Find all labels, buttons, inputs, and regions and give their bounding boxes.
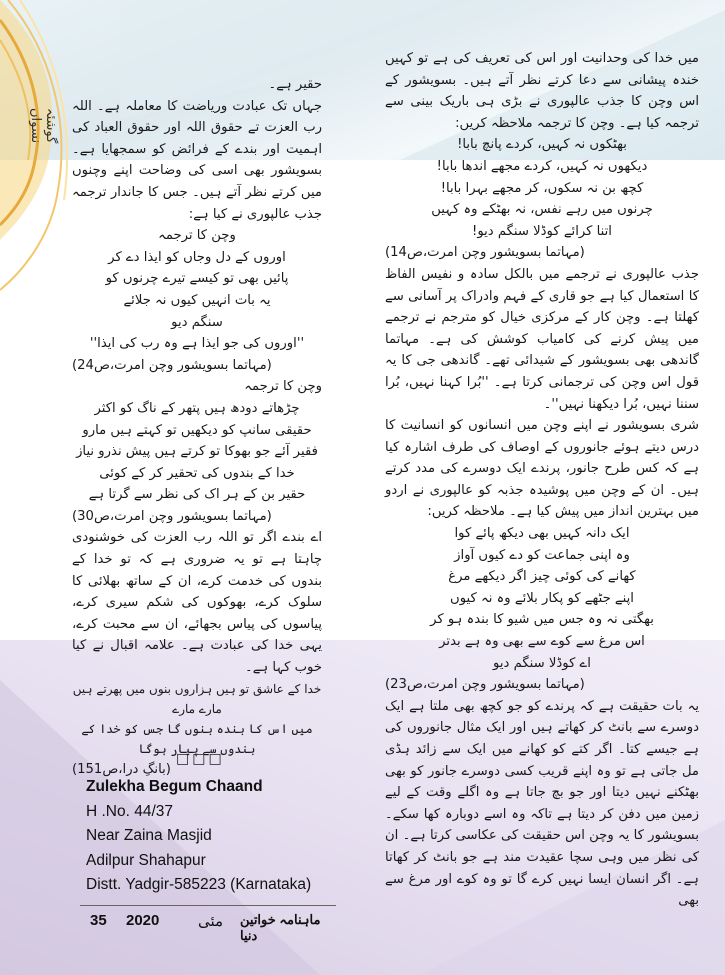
paragraph: حقیر ہے۔ [268,77,322,92]
verse-line: بھگتی نہ وہ جس میں شیو کا بندہ ہو کر [430,612,654,628]
page-footer [80,912,336,943]
verse-line: ''اوروں کی جو ایذا ہے وہ رب کی ایذا'' [89,336,305,352]
page-number: 35 [90,912,107,929]
verse-line: دیکھوں نہ کہیں، کردے مجھے اندھا بابا! [436,158,648,174]
verse-line: پائیں بھی تو کیسے تیرے چرنوں کو [105,271,289,287]
verse-line: ایک دانہ کہیں بھی دیکھ پائے کوا [454,526,630,542]
verse-line: حقیر بن کے ہر اک کی نظر سے گرتا ہے [88,487,306,503]
paragraph: شری بسویشور نے اپنے وچن میں انسانوں کو انسانیت کا درس دیتے ہوئے جانوروں کے اوصاف کی طرف اشارہ کیا ہے کہ کس طرح جانور، پرندے ایک دوسرے کی مدد کرتے ہیں۔ ان کے وچن میں پوشیدہ جذبہ کو عالپوری نے اردو میں بہترین انداز میں پیش کیا ہے۔ ملاحظہ کریں: [385,418,699,520]
verse-line: اپنے جٹھے کو پکار بلائے وہ نہ کیوں [450,590,634,606]
verse-line: کھانے کی کوئی چیز اگر دیکھے مرغ [448,569,636,585]
paragraph: یہ بات حقیقت ہے کہ پرندے کو جو کچھ بھی ملتا ہے ایک دوسرے سے بانٹ کر کھاتے ہیں اور ایک مثال جانوروں کی ہے جیسے کتا۔ اگر کتے کو کھانے میں ایک سے زائد ہڈی مل جاتی ہے تو وہ اپنے قریب کسی دوسرے جانور کو بھی بھٹکنے نہیں دیتا اور جو بچ جاتا ہے وہ اگلے وقت کے لیے زمین میں دفن کر دیتا ہے تاکہ وہ اسے دوبارہ کھا سکے۔ بسویشور کا یہ وچن اس حقیقت کی عکاسی کرتا ہے۔ ان کی نظر میں وہی سچا عقیدت مند ہے جو بانٹ کر کھاتا ہے۔ اگر انسان ایسا نہیں کرے گا تو وہ کوے اور مرغ سے بھی [385,698,699,909]
iqbal-verse-line: خدا کے عاشق تو ہیں ہزاروں بنوں میں پھرتے ہیں مارے مارے [72,681,322,716]
verse-line: یہ بات انہیں کیوں نہ جلائے [123,292,271,308]
verse-line: اوروں کے دل وجاں کو ایذا دے کر [108,249,286,265]
verse-title: وچن کا ترجمہ [244,379,322,395]
issue-year: 2020 [126,912,160,929]
paragraph: جہاں تک عبادت وریاضت کا معاملہ ہے۔ اللہ رب العزت تے حقوق اللہ اور حقوق العباد کی اہمیت اور بندے کے فرائض کو سمجھایا ہے۔ بسویشور بھی اسی کی وضاحت اپنے وچنوں میں کرتے نظر آتے ہیں۔ جس کا جاندار ترجمہ جذب عالپوری نے کیا ہے: [72,98,322,222]
reference: (مہاتما بسویشور وچن امرت،ص23) [385,677,585,693]
paragraph: میں خدا کی وحدانیت اور اس کی تعریف کی ہے تو کہیں خندہ پیشانی سے دعا کرتے نظر آتے ہیں۔ بسویشور کے اس وچن کا جذب عالپوری نے بڑی ہی باریک بینی سے ترجمہ کیا ہے۔ وچن کا ترجمہ ملاحظہ کریں: [385,51,699,131]
reference: (بانگِ درا،ص151) [72,761,171,777]
address-line: Near Zaina Masjid [86,827,212,845]
paragraph: اے بندے اگر تو اللہ رب العزت کی خوشنودی چاہتا ہے تو یہ ضروری ہے کہ تو خدا کے بندوں کی خدمت کرے، ان کے ساتھ بھلائی کا سلوک کرے، بھوکوں کی شکم سیری کرے، پیاسوں کی پیاس بجھائے، ان سے محبت کرے، یہی خدا کی عبادت ہے۔ علامہ اقبال نے کیا خوب کہا ہے۔ [72,530,322,676]
left-column [72,74,322,780]
address-line: Distt. Yadgir-585223 (Karnataka) [86,876,312,894]
verse-title: وچن کا ترجمہ [158,228,236,244]
author-address [86,775,311,898]
verse-line: کچھ بن نہ سکوں، کر مجھے بہرا بابا! [440,180,644,196]
verse-line: اتنا کرائے کوڈلا سنگم دیو! [472,223,612,239]
verse-line: چڑھاتے دودھ ہیں پتھر کے ناگ کو اکثر [94,400,300,416]
verse-line: وہ اپنی جماعت کو دے کیوں آواز [454,547,630,563]
verse-line: فقیر آئے جو بھوکا تو کرتے ہیں پیش نذرو نیاز [76,444,318,460]
verse-line: چرنوں میں رہے نفس، نہ بھٹکے وہ کہیں [431,202,653,218]
verse-line: حقیقی سانپ کو دیکھیں تو کہتے ہیں مارو [82,422,312,438]
reference: (مہاتما بسویشور وچن امرت،ص24) [72,357,272,373]
verse-line: سنگم دیو [171,314,223,330]
section-label: گوشئہ نسواں [28,108,58,144]
footer-rule [80,905,336,906]
magazine-name: ماہنامہ خواتین دنیا [240,912,321,943]
verse-line: بھٹکوں نہ کہیں، کردے پانچ بابا! [457,137,627,153]
right-column [385,48,699,912]
paragraph: جذب عالپوری نے ترجمے میں بالکل سادہ و نفیس الفاظ کا استعمال کیا ہے جو قاری کے فہم وادراک پر آسانی سے کھلتا ہے۔ وچن کار کے مرکزی خیال کو مترجم نے ترجمے میں پیش کرنے کی کامیاب کوشش کی ہے۔ مہاتما گاندھی بھی بسویشور کے شیدائی تھے۔ گاندھی جی کا یہ قول اس وچن کی ترجمانی کرتا ہے۔ ''بُرا کہنا نہیں، بُرا سننا نہیں، بُرا دیکھنا نہیں''۔ [385,266,699,412]
address-line: Adilpur Shahapur [86,851,206,869]
reference: (مہاتما بسویشور وچن امرت،ص30) [72,508,272,524]
author-name: Zulekha Begum Chaand [86,778,263,795]
verse-line: اے کوڈلا سنگم دیو [493,655,591,671]
reference: (مہاتما بسویشور وچن امرت،ص14) [385,245,585,261]
issue-month: مئی [198,913,224,930]
verse-line: خدا کے بندوں کی تحقیر کر کے کوئی [99,465,295,481]
address-line: H .No. 44/37 [86,802,174,820]
ornament-divider: □□□ [176,751,225,767]
iqbal-verse-line: میں اس کا بندہ بنوں گا جس کو خدا کے بندوں سے پیار ہوگا [81,721,313,756]
verse-line: اس مرغ سے کوے سے بھی وہ ہے بدتر [439,634,645,650]
